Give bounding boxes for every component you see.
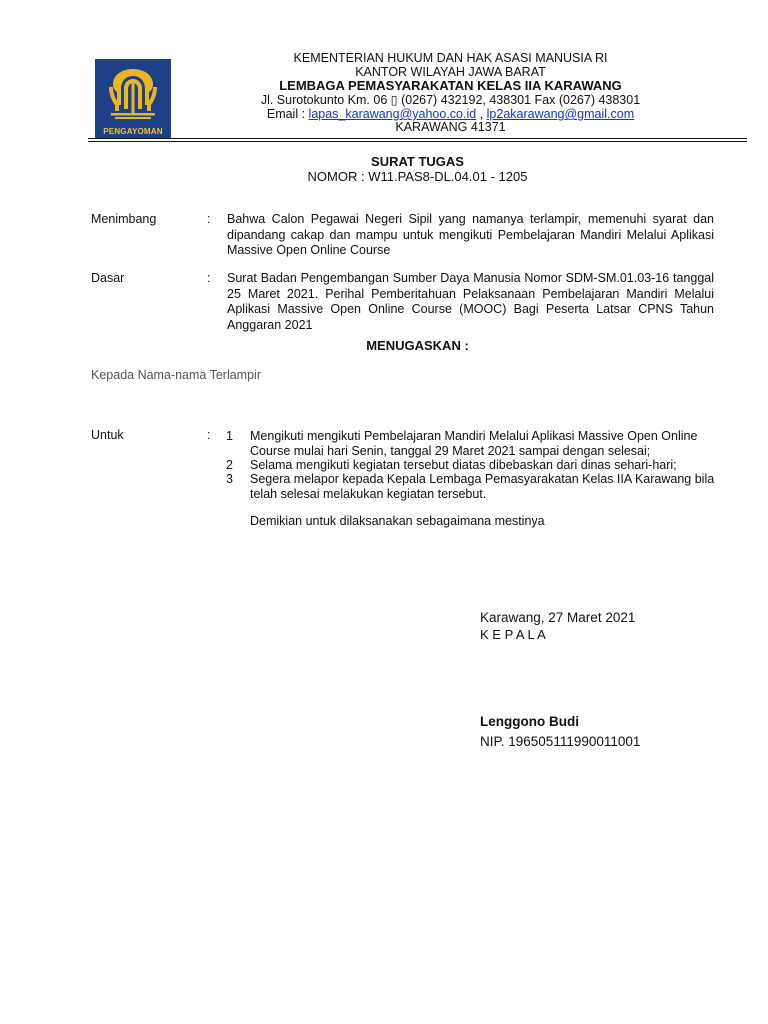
logo-text: PENGAYOMAN bbox=[103, 127, 163, 136]
email-label: Email : bbox=[266, 107, 306, 121]
untuk-item-number: 1 bbox=[226, 429, 233, 443]
email-separator: , bbox=[476, 107, 487, 121]
ministry-name: KEMENTERIAN HUKUM DAN HAK ASASI MANUSIA RI bbox=[293, 51, 608, 65]
untuk-item-text: Selama mengikuti kegiatan tersebut diatas dibebaskan dari dinas sehari-hari; bbox=[250, 458, 677, 472]
menimbang-label: Menimbang bbox=[91, 212, 157, 226]
address-line: Jl. Surotokunto Km. 06 ▯ (0267) 432192, 438301 Fax (0267) 438301 bbox=[260, 93, 641, 107]
menugaskan-heading: MENUGASKAN : bbox=[366, 338, 469, 353]
letterhead-divider bbox=[88, 138, 747, 139]
email-link-yahoo[interactable]: lapas_karawang@yahoo.co.id bbox=[308, 107, 477, 121]
dasar-colon: : bbox=[207, 271, 211, 285]
untuk-item-text: Segera melapor kepada Kepala Lembaga Pemasyarakatan Kelas IIA Karawang bila telah selesai melakukan kegiatan tersebut. bbox=[250, 472, 715, 501]
institution-logo bbox=[95, 59, 171, 139]
document-number: NOMOR : W11.PAS8-DL.04.01 - 1205 bbox=[307, 169, 528, 184]
office-name: KANTOR WILAYAH JAWA BARAT bbox=[355, 65, 546, 79]
menimbang-text: Bahwa Calon Pegawai Negeri Sipil yang namanya terlampir, memenuhi syarat dan dipandang cakap dan mampu untuk mengikuti Pembelajaran Mandiri Melalui Aplikasi Massive Open Online Course bbox=[227, 212, 714, 257]
closing-sentence: Demikian untuk dilaksanakan sebagaimana mestinya bbox=[250, 514, 545, 528]
dasar-text: Surat Badan Pengembangan Sumber Daya Manusia Nomor SDM-SM.01.03-16 tanggal 25 Maret 2021. Perihal Pemberitahuan Pelaksanaan Pembelajaran Mandiri Melalui Aplikasi Massive Open Online Course (MOOC) Bagi Peserta Latsar CPNS Tahun Anggaran 2021 bbox=[227, 271, 714, 332]
signature-position: K E P A L A bbox=[480, 627, 546, 642]
untuk-item-number: 2 bbox=[226, 458, 233, 472]
institution-name: LEMBAGA PEMASYARAKATAN KELAS IIA KARAWANG bbox=[279, 78, 622, 93]
untuk-colon: : bbox=[207, 428, 211, 442]
kepada-line: Kepada Nama-nama Terlampir bbox=[91, 368, 261, 382]
city-line: KARAWANG 41371 bbox=[395, 120, 506, 134]
untuk-label: Untuk bbox=[91, 428, 124, 442]
signatory-nip: NIP. 196505111990011001 bbox=[480, 734, 641, 749]
signature-place-date: Karawang, 27 Maret 2021 bbox=[480, 610, 636, 625]
letterhead-divider-thin bbox=[88, 141, 747, 142]
menimbang-colon: : bbox=[207, 212, 211, 226]
email-link-gmail[interactable]: lp2akarawang@gmail.com bbox=[486, 107, 635, 121]
untuk-item-number: 3 bbox=[226, 472, 233, 486]
untuk-item-text: Mengikuti mengikuti Pembelajaran Mandiri Melalui Aplikasi Massive Open Online Course mulai hari Senin, tanggal 29 Maret 2021 sampai dengan selesai; bbox=[250, 429, 698, 458]
dasar-label: Dasar bbox=[91, 271, 125, 285]
signatory-name: Lenggono Budi bbox=[480, 714, 579, 729]
document-title: SURAT TUGAS bbox=[371, 154, 464, 169]
